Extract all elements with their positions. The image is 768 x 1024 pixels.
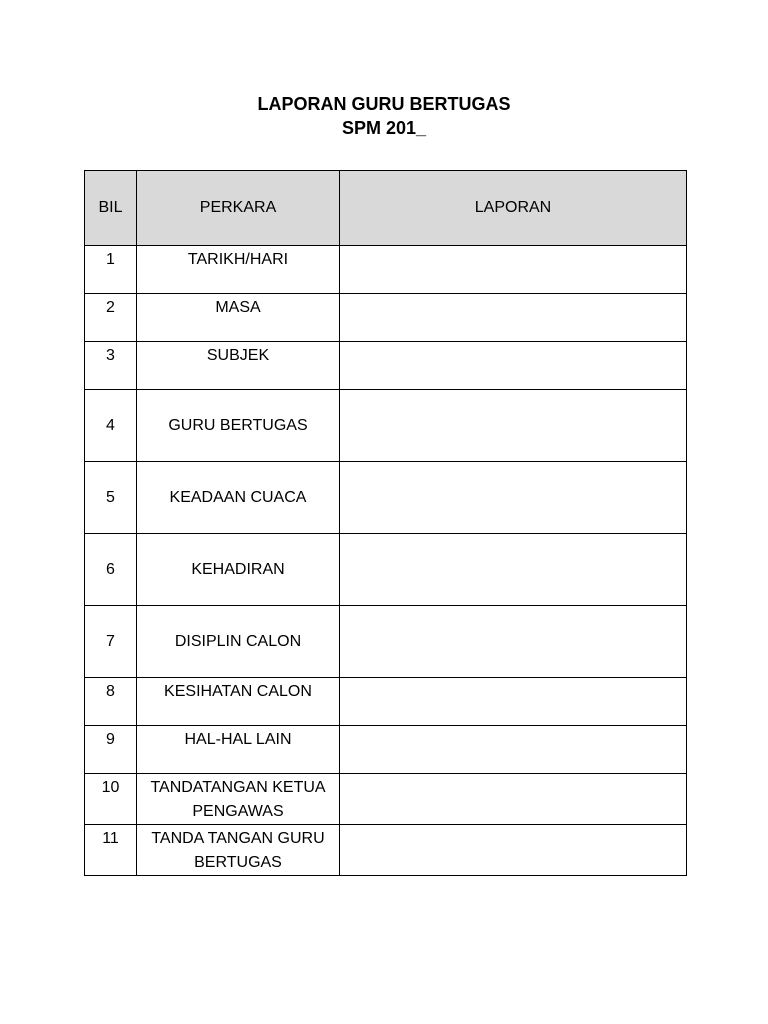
row-perkara: TANDA TANGAN GURU BERTUGAS <box>137 825 340 876</box>
table-row <box>85 294 687 342</box>
document-title: LAPORAN GURU BERTUGAS <box>257 94 511 114</box>
row-laporan-cell[interactable] <box>340 825 687 876</box>
table-row <box>85 726 687 774</box>
row-bil: 8 <box>85 678 137 726</box>
table-row <box>85 606 687 678</box>
row-laporan-cell[interactable] <box>340 390 687 462</box>
document-subtitle: SPM 201_ <box>341 118 427 138</box>
row-laporan-cell[interactable] <box>340 678 687 726</box>
row-perkara: MASA <box>137 294 340 342</box>
row-laporan-cell[interactable] <box>340 342 687 390</box>
report-table <box>84 170 687 876</box>
row-perkara: DISIPLIN CALON <box>137 606 340 678</box>
table-row <box>85 246 687 294</box>
document-header <box>0 92 768 140</box>
table-row <box>85 390 687 462</box>
row-laporan-cell[interactable] <box>340 534 687 606</box>
row-bil: 6 <box>85 534 137 606</box>
row-laporan-cell[interactable] <box>340 726 687 774</box>
row-perkara: KESIHATAN CALON <box>137 678 340 726</box>
row-bil: 7 <box>85 606 137 678</box>
row-laporan-cell[interactable] <box>340 774 687 825</box>
row-perkara: HAL-HAL LAIN <box>137 726 340 774</box>
row-perkara: TANDATANGAN KETUA PENGAWAS <box>137 774 340 825</box>
row-perkara: KEHADIRAN <box>137 534 340 606</box>
row-perkara: KEADAAN CUACA <box>137 462 340 534</box>
table-row <box>85 825 687 876</box>
row-perkara: TARIKH/HARI <box>137 246 340 294</box>
row-bil: 11 <box>85 825 137 876</box>
table-row <box>85 534 687 606</box>
row-bil: 5 <box>85 462 137 534</box>
table-row <box>85 462 687 534</box>
table-header-row <box>85 171 687 246</box>
row-bil: 1 <box>85 246 137 294</box>
header-perkara: PERKARA <box>137 171 340 246</box>
table-row <box>85 342 687 390</box>
row-laporan-cell[interactable] <box>340 294 687 342</box>
header-bil: BIL <box>85 171 137 246</box>
table-row <box>85 774 687 825</box>
row-perkara: SUBJEK <box>137 342 340 390</box>
row-bil: 10 <box>85 774 137 825</box>
header-laporan: LAPORAN <box>340 171 687 246</box>
row-laporan-cell[interactable] <box>340 246 687 294</box>
row-bil: 9 <box>85 726 137 774</box>
row-perkara: GURU BERTUGAS <box>137 390 340 462</box>
table-row <box>85 678 687 726</box>
row-laporan-cell[interactable] <box>340 462 687 534</box>
row-bil: 2 <box>85 294 137 342</box>
row-bil: 4 <box>85 390 137 462</box>
row-laporan-cell[interactable] <box>340 606 687 678</box>
row-bil: 3 <box>85 342 137 390</box>
